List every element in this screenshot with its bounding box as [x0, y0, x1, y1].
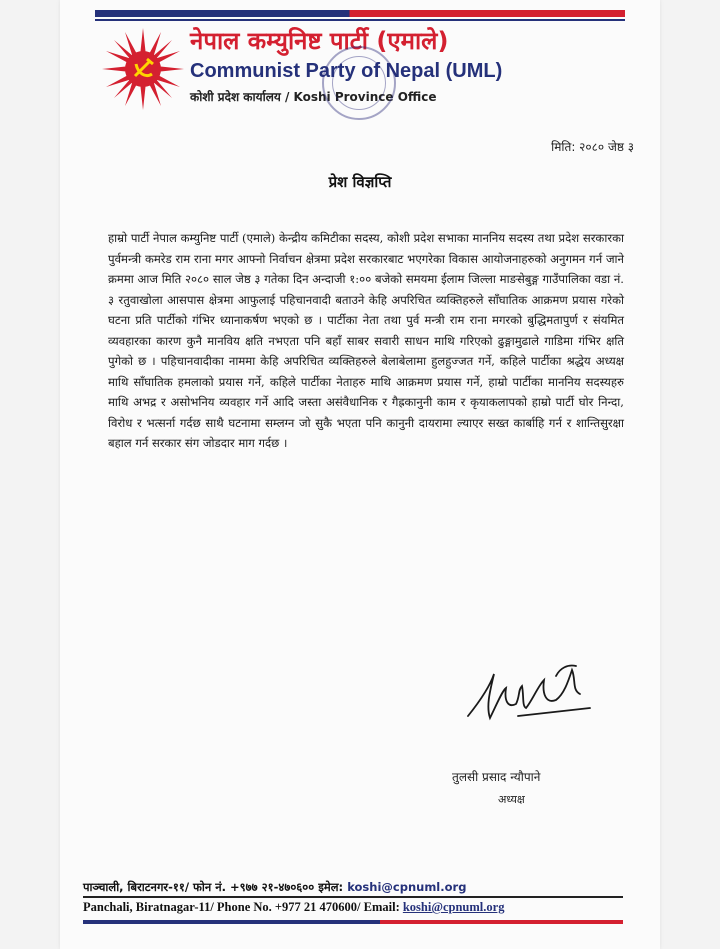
signatory-name: तुलसी प्रसाद न्यौपाने: [452, 770, 541, 784]
signatory-title: अध्यक्ष: [498, 793, 525, 806]
letterhead-color-bar: [95, 10, 625, 17]
footer-en-address: Panchali, Biratnagar-11/ Phone No. +977 21 470600/ Email:: [83, 900, 400, 914]
document-date: मिति: २०८० जेष्ठ ३: [551, 140, 634, 154]
letterhead-rule: [95, 19, 625, 21]
party-name-nepali: नेपाल कम्युनिष्ट पार्टी (एमाले): [190, 27, 449, 55]
footer-color-bar: [83, 920, 623, 924]
party-name-english: Communist Party of Nepal (UML): [190, 60, 503, 82]
footer-np-address: पाञ्चाली, बिराटनगर-११/ फोन नं. +९७७ २१-४७०६०० इमेल:: [83, 880, 344, 894]
footer-address-nepali: [83, 880, 466, 895]
footer-rule: [83, 896, 623, 898]
footer-en-email[interactable]: koshi@cpnuml.org: [402, 900, 505, 914]
official-stamp: [322, 46, 396, 120]
office-name: कोशी प्रदेश कार्यालय / Koshi Province Office: [190, 90, 437, 104]
handwritten-signature: [460, 646, 600, 736]
footer-address-english: [83, 900, 504, 915]
footer-np-email[interactable]: koshi@cpnuml.org: [347, 880, 467, 894]
press-release-body: हाम्रो पार्टी नेपाल कम्युनिष्ट पार्टी (एमाले) केन्द्रीय कमिटीका सदस्य, कोशी प्रदेश सभाका माननिय सदस्य तथा प्रदेश सरकारका पुर्वमन्त्री कमरेड राम राना मगर आफ्नो निर्वाचन क्षेत्रमा प्रदेश सरकारबाट भएगरेका विकास आयोजनाहरुको अनुगमन गर्न जाने क्रममा आज मिति २०८० साल जेष्ठ ३ गतेका दिन अन्दाजी १:०० बजेको समयमा ईलाम जिल्ला माङसेबुङ्ग गाउँपालिका वडा नं. ३ रतुवाखोला आसपास क्षेत्रमा आफुलाई पहिचानवादी बताउने केहि अपरिचित व्यक्तिहरुले साँघातिक आक्रमण प्रयास गरेको घटना प्रति पार्टीको गंभिर ध्यानाकर्षण भएको छ । पार्टीका नेता तथा पुर्व मन्त्री राम राना मगरको बुद्धिमतापुर्ण र संयमित व्यवहारका कारण कुनै मानविय क्षति नभएता पनि बहाँ साबर सवारी साधन माथि गरिएको ढुङ्गामुढाले गाडिमा गंभिर क्षति पुगेको छ । पहिचानवादीका नाममा केहि अपरिचित व्यक्तिहरुले बेलाबेलामा हुलहुज्जत गर्ने, कहिले पार्टीका श्रद्धेय अध्यक्ष माथि साँघातिक हमलाको प्रयास गर्ने, कहिले पार्टीका नेताहरु माथि आक्रमण प्रयास गर्ने, हाम्रो पार्टीका माननिय सदस्यहरु माथि अभद्र र असोभनिय व्यवहार गर्ने आदि जस्ता असंवैधानिक र गैह्रकानुनी काम र कृयाकलापको हाम्रो पार्टी घोर निन्दा, विरोध र भत्सर्ना गर्दछ साथै घटनामा सम्लग्न जो सुकै भएता पनि कानुनी दायरामा ल्याएर सख्त कार्बाहि गर्न र शान्तिसुरक्षा बहाल गर्न सरकार संग जोडदार माग गर्दछ ।: [108, 231, 624, 450]
party-logo-icon: [100, 26, 186, 112]
document-title: प्रेश विज्ञप्ति: [328, 173, 392, 191]
